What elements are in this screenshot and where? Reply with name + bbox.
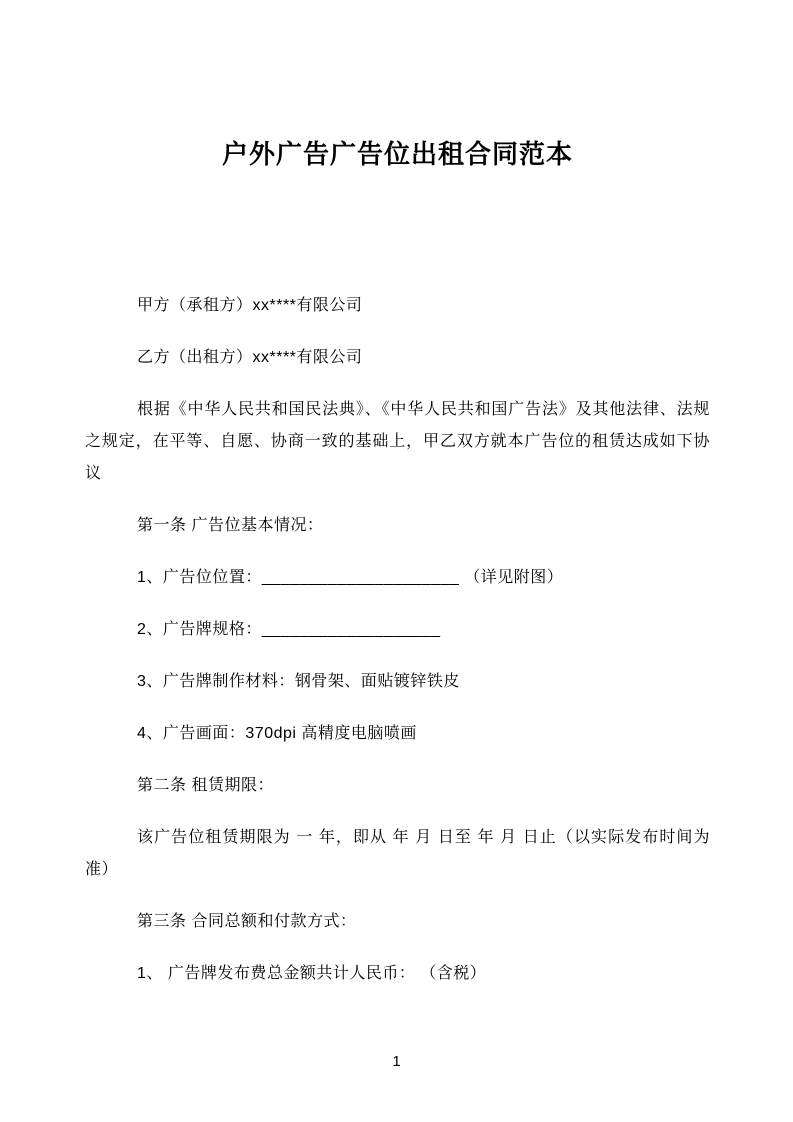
paragraph-preamble: 根据《中华人民共和国民法典》、《中华人民共和国广告法》及其他法律、法规之规定，在平等、自愿、协商一致的基础上，甲乙双方就本广告位的租赁达成如下协议 bbox=[85, 400, 710, 482]
clause-1-item-location: 1、广告位位置：_____________________ （详见附图） bbox=[137, 568, 564, 586]
page-number: 1 bbox=[392, 1053, 401, 1070]
clause-2-heading: 第二条 租赁期限： bbox=[137, 776, 274, 794]
clause-3-item-fee: 1、 广告牌发布费总金额共计人民币： （含税） bbox=[137, 964, 487, 982]
clause-2-term: 该广告位租赁期限为 一 年，即从 年 月 日至 年 月 日止（以实际发布时间为准） bbox=[85, 828, 710, 878]
clause-1-item-artwork: 4、广告画面：370dpi 高精度电脑喷画 bbox=[137, 724, 417, 742]
document-title: 户外广告广告位出租合同范本 bbox=[221, 139, 573, 169]
paragraph-party-a: 甲方（承租方）xx****有限公司 bbox=[137, 296, 363, 314]
clause-1-item-size: 2、广告牌规格：___________________ bbox=[137, 620, 441, 638]
paragraph-party-b: 乙方（出租方）xx****有限公司 bbox=[137, 348, 363, 366]
clause-1-heading: 第一条 广告位基本情况： bbox=[137, 516, 324, 534]
clause-3-heading: 第三条 合同总额和付款方式： bbox=[137, 912, 357, 930]
clause-1-item-material: 3、广告牌制作材料：钢骨架、面贴镀锌铁皮 bbox=[137, 672, 460, 690]
